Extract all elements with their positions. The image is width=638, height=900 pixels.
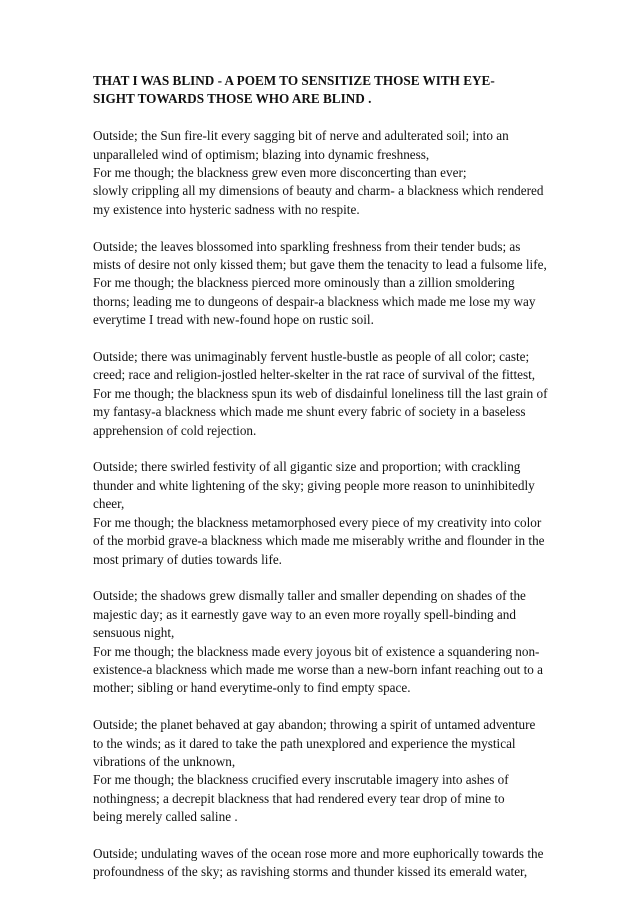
poem-line: slowly crippling all my dimensions of beauty and charm- a blackness which rendered xyxy=(93,183,544,199)
stanza-6 xyxy=(93,716,553,826)
poem-line: Outside; the planet behaved at gay abandon; throwing a spirit of untamed adventure xyxy=(93,717,536,733)
stanza-3 xyxy=(93,348,553,440)
poem-line: my fantasy-a blackness which made me shunt every fabric of society in a baseless xyxy=(93,404,526,420)
stanza-1 xyxy=(93,127,553,219)
poem-line: majestic day; as it earnestly gave way to an even more royally spell-binding and xyxy=(93,606,516,622)
poem-line: profoundness of the sky; as ravishing storms and thunder kissed its emerald water, xyxy=(93,864,528,880)
poem-line: being merely called saline . xyxy=(93,809,238,825)
document-page xyxy=(93,72,553,900)
poem-line: cheer, xyxy=(93,496,125,512)
poem-line: mists of desire not only kissed them; but gave them the tenacity to lead a fulsome life, xyxy=(93,257,547,273)
poem-line: mother; sibling or hand everytime-only to find empty space. xyxy=(93,680,411,696)
poem-line: For me though; the blackness made every joyous bit of existence a squandering non- xyxy=(93,643,540,659)
poem-line: For me though; the blackness crucified every inscrutable imagery into ashes of xyxy=(93,772,509,788)
poem-line: of the morbid grave-a blackness which made me miserably writhe and flounder in the xyxy=(93,533,545,549)
stanza-2 xyxy=(93,238,553,330)
title-line: THAT I WAS BLIND - A POEM TO SENSITIZE THOSE WITH EYE- xyxy=(93,73,495,88)
stanza-5 xyxy=(93,587,553,697)
poem-line: Outside; there swirled festivity of all gigantic size and proportion; with crackling xyxy=(93,459,521,475)
poem-line: Outside; there was unimaginably fervent hustle-bustle as people of all color; caste; xyxy=(93,349,530,365)
title-line: SIGHT TOWARDS THOSE WHO ARE BLIND . xyxy=(93,91,372,107)
poem-line: For me though; the blackness metamorphosed every piece of my creativity into color xyxy=(93,514,542,530)
poem-line: creed; race and religion-jostled helter-skelter in the rat race of survival of the fittest, xyxy=(93,367,536,383)
poem-line: Outside; undulating waves of the ocean rose more and more euphorically towards the xyxy=(93,845,544,861)
poem-line: my existence into hysteric sadness with no respite. xyxy=(93,201,360,217)
poem-line: sensuous night, xyxy=(93,625,175,641)
poem-line: thorns; leading me to dungeons of despair-a blackness which made me lose my way xyxy=(93,293,536,309)
poem-line: For me though; the blackness spun its web of disdainful loneliness till the last grain of xyxy=(93,385,548,401)
poem-line: For me though; the blackness pierced more ominously than a zillion smoldering xyxy=(93,275,515,291)
poem-line: to the winds; as it dared to take the path unexplored and experience the mystical xyxy=(93,735,516,751)
poem-line: existence-a blackness which made me worse than a new-born infant reaching out to a xyxy=(93,661,544,677)
poem-line: unparalleled wind of optimism; blazing into dynamic freshness, xyxy=(93,146,430,162)
poem-line: For me though; the blackness grew even more disconcerting than ever; xyxy=(93,165,467,181)
stanza-4 xyxy=(93,458,553,568)
poem-title xyxy=(93,72,553,109)
poem-line: apprehension of cold rejection. xyxy=(93,422,257,438)
poem-line: nothingness; a decrepit blackness that had rendered every tear drop of mine to xyxy=(93,790,505,806)
stanza-7 xyxy=(93,845,553,882)
poem-line: thunder and white lightening of the sky; giving people more reason to uninhibitedly xyxy=(93,477,535,493)
poem-line: vibrations of the unknown, xyxy=(93,753,236,769)
poem-line: everytime I tread with new-found hope on rustic soil. xyxy=(93,312,374,328)
poem-line: Outside; the Sun fire-lit every sagging bit of nerve and adulterated soil; into an xyxy=(93,128,509,144)
poem-line: Outside; the shadows grew dismally taller and smaller depending on shades of the xyxy=(93,588,526,604)
poem-line: Outside; the leaves blossomed into sparkling freshness from their tender buds; as xyxy=(93,238,521,254)
poem-line: most primary of duties towards life. xyxy=(93,551,282,567)
